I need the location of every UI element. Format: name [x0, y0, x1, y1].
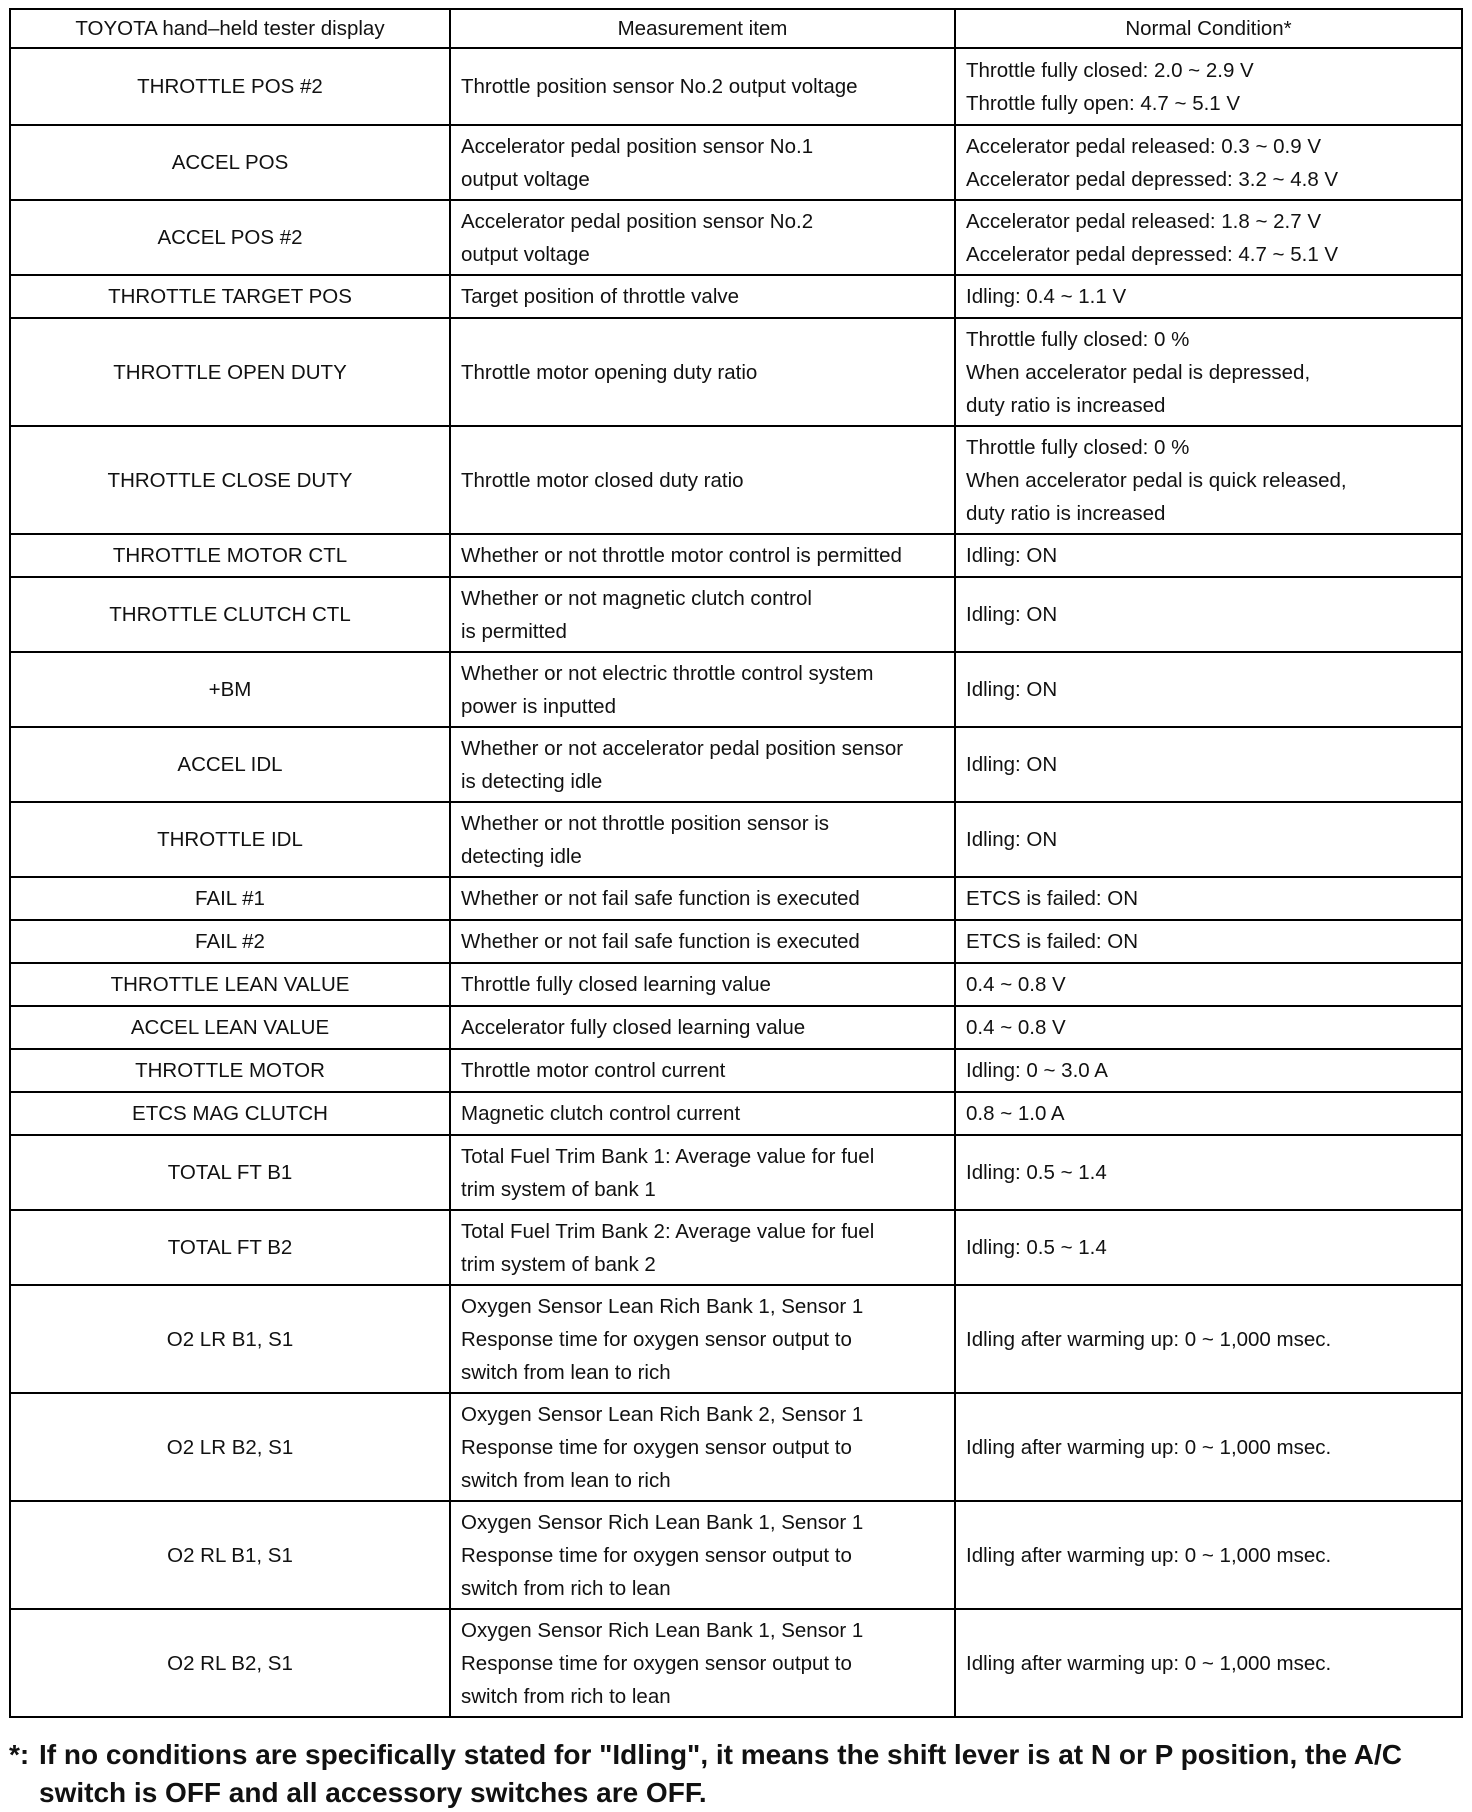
normal-condition-line: Idling: 0.4 ~ 1.1 V — [966, 285, 1127, 308]
normal-condition-line: Accelerator pedal depressed: 4.7 ~ 5.1 V — [966, 242, 1339, 266]
measurement-item-line: trim system of bank 2 — [461, 1252, 656, 1276]
normal-condition-line: Idling: ON — [966, 828, 1058, 851]
measurement-item-cell — [450, 577, 955, 652]
normal-condition-cell — [955, 200, 1462, 275]
measurement-item-cell — [450, 1006, 955, 1049]
measurement-item-line: is permitted — [461, 619, 567, 643]
measurement-item-line: Whether or not magnetic clutch control — [461, 586, 812, 610]
measurement-item-line: Throttle motor closed duty ratio — [461, 468, 744, 492]
footnote — [9, 1736, 1464, 1812]
measurement-item-line: Response time for oxygen sensor output to — [461, 1435, 852, 1459]
tester-display-cell: THROTTLE LEAN VALUE — [10, 963, 450, 1006]
measurement-item-cell — [450, 318, 955, 426]
table-row — [10, 1210, 1462, 1285]
footnote-text: If no conditions are specifically stated for "Idling", it means the shift lever is at N or P position, the A/C switch is OFF and all accessory switches are OFF. — [39, 1739, 1403, 1808]
normal-condition-line: Accelerator pedal released: 1.8 ~ 2.7 V — [966, 209, 1321, 233]
normal-condition-cell — [955, 1285, 1462, 1393]
normal-condition-cell — [955, 275, 1462, 318]
tester-display-cell: FAIL #2 — [10, 920, 450, 963]
tester-display-cell: FAIL #1 — [10, 877, 450, 920]
normal-condition-cell — [955, 920, 1462, 963]
header-row — [10, 9, 1462, 48]
normal-condition-line: duty ratio is increased — [966, 393, 1166, 417]
table-row — [10, 652, 1462, 727]
table-row — [10, 48, 1462, 125]
normal-condition-cell — [955, 963, 1462, 1006]
normal-condition-line: Idling after warming up: 0 ~ 1,000 msec. — [966, 1651, 1332, 1675]
tester-display-cell: +BM — [10, 652, 450, 727]
measurement-item-cell — [450, 1049, 955, 1092]
measurement-item-cell — [450, 125, 955, 200]
normal-condition-cell — [955, 1006, 1462, 1049]
tester-display-cell: TOTAL FT B1 — [10, 1135, 450, 1210]
measurement-item-line: Whether or not fail safe function is executed — [461, 887, 860, 910]
normal-condition-line: Throttle fully open: 4.7 ~ 5.1 V — [966, 91, 1241, 115]
tester-display-cell: O2 RL B2, S1 — [10, 1609, 450, 1717]
measurement-item-line: Oxygen Sensor Lean Rich Bank 1, Sensor 1 — [461, 1294, 864, 1318]
table-row — [10, 275, 1462, 318]
measurement-item-line: Accelerator fully closed learning value — [461, 1016, 806, 1039]
normal-condition-cell — [955, 1393, 1462, 1501]
normal-condition-line: Idling: ON — [966, 753, 1058, 776]
footnote-mark: *: — [9, 1739, 30, 1770]
measurement-item-line: Response time for oxygen sensor output to — [461, 1543, 852, 1567]
table-row — [10, 426, 1462, 534]
tester-display-cell: O2 RL B1, S1 — [10, 1501, 450, 1609]
normal-condition-line: ETCS is failed: ON — [966, 887, 1139, 910]
measurement-item-line: switch from rich to lean — [461, 1576, 671, 1600]
tester-display-cell: THROTTLE CLUTCH CTL — [10, 577, 450, 652]
tester-display-cell: THROTTLE POS #2 — [10, 48, 450, 125]
table-row — [10, 125, 1462, 200]
measurement-item-cell — [450, 426, 955, 534]
measurement-item-line: Oxygen Sensor Rich Lean Bank 1, Sensor 1 — [461, 1618, 864, 1642]
measurement-item-line: Whether or not throttle position sensor is — [461, 811, 830, 835]
measurement-item-line: Target position of throttle valve — [461, 285, 740, 308]
tester-display-cell: THROTTLE OPEN DUTY — [10, 318, 450, 426]
normal-condition-line: Throttle fully closed: 2.0 ~ 2.9 V — [966, 58, 1254, 82]
tester-display-cell: ACCEL IDL — [10, 727, 450, 802]
normal-condition-cell — [955, 802, 1462, 877]
normal-condition-line: Idling: 0.5 ~ 1.4 — [966, 1236, 1107, 1259]
measurement-item-cell — [450, 200, 955, 275]
table-row — [10, 534, 1462, 577]
normal-condition-cell — [955, 1135, 1462, 1210]
table-row — [10, 318, 1462, 426]
normal-condition-cell — [955, 577, 1462, 652]
measurement-item-line: switch from lean to rich — [461, 1468, 671, 1492]
measurement-item-line: Throttle motor opening duty ratio — [461, 360, 758, 384]
normal-condition-cell — [955, 1609, 1462, 1717]
data-list-table — [9, 8, 1463, 1718]
measurement-item-cell — [450, 275, 955, 318]
tester-display-cell: THROTTLE MOTOR CTL — [10, 534, 450, 577]
tester-display-cell: ETCS MAG CLUTCH — [10, 1092, 450, 1135]
normal-condition-cell — [955, 318, 1462, 426]
normal-condition-line: When accelerator pedal is depressed, — [966, 360, 1311, 384]
measurement-item-cell — [450, 802, 955, 877]
measurement-item-cell — [450, 727, 955, 802]
table-row — [10, 1501, 1462, 1609]
normal-condition-line: Idling after warming up: 0 ~ 1,000 msec. — [966, 1435, 1332, 1459]
measurement-item-line: detecting idle — [461, 844, 582, 868]
measurement-item-line: output voltage — [461, 167, 590, 191]
measurement-item-cell — [450, 1210, 955, 1285]
tester-display-cell: THROTTLE CLOSE DUTY — [10, 426, 450, 534]
normal-condition-line: ETCS is failed: ON — [966, 930, 1139, 953]
measurement-item-line: Accelerator pedal position sensor No.2 — [461, 209, 814, 233]
measurement-item-line: Oxygen Sensor Rich Lean Bank 1, Sensor 1 — [461, 1510, 864, 1534]
measurement-item-line: switch from rich to lean — [461, 1684, 671, 1708]
measurement-item-cell — [450, 1609, 955, 1717]
tester-display-cell: ACCEL LEAN VALUE — [10, 1006, 450, 1049]
normal-condition-line: When accelerator pedal is quick released, — [966, 468, 1347, 492]
measurement-item-line: output voltage — [461, 242, 590, 266]
tester-display-cell: O2 LR B1, S1 — [10, 1285, 450, 1393]
measurement-item-line: Total Fuel Trim Bank 2: Average value for fuel — [461, 1219, 875, 1243]
measurement-item-line: Oxygen Sensor Lean Rich Bank 2, Sensor 1 — [461, 1402, 864, 1426]
normal-condition-cell — [955, 1501, 1462, 1609]
normal-condition-line: Idling: 0.5 ~ 1.4 — [966, 1161, 1107, 1184]
tester-display-cell: ACCEL POS #2 — [10, 200, 450, 275]
normal-condition-line: 0.4 ~ 0.8 V — [966, 1016, 1066, 1039]
normal-condition-cell — [955, 1092, 1462, 1135]
table-row — [10, 577, 1462, 652]
measurement-item-cell — [450, 534, 955, 577]
table-row — [10, 200, 1462, 275]
measurement-item-cell — [450, 1501, 955, 1609]
table-row — [10, 727, 1462, 802]
measurement-item-line: Magnetic clutch control current — [461, 1102, 741, 1125]
measurement-item-line: Throttle fully closed learning value — [461, 973, 771, 996]
header-measurement-item: Measurement item — [450, 9, 955, 48]
measurement-item-line: Whether or not electric throttle control system — [461, 661, 874, 685]
table-row — [10, 1092, 1462, 1135]
normal-condition-cell — [955, 125, 1462, 200]
table-row — [10, 1049, 1462, 1092]
measurement-item-line: Whether or not throttle motor control is permitted — [461, 544, 902, 567]
table-row — [10, 1609, 1462, 1717]
normal-condition-line: Accelerator pedal released: 0.3 ~ 0.9 V — [966, 134, 1321, 158]
measurement-item-cell — [450, 48, 955, 125]
measurement-item-line: Whether or not accelerator pedal position sensor — [461, 736, 904, 760]
normal-condition-line: Idling after warming up: 0 ~ 1,000 msec. — [966, 1327, 1332, 1351]
table-row — [10, 1285, 1462, 1393]
normal-condition-line: Throttle fully closed: 0 % — [966, 327, 1190, 351]
measurement-item-line: Throttle motor control current — [461, 1059, 726, 1082]
normal-condition-line: Idling: 0 ~ 3.0 A — [966, 1059, 1108, 1082]
table-row — [10, 877, 1462, 920]
normal-condition-cell — [955, 652, 1462, 727]
normal-condition-cell — [955, 426, 1462, 534]
table-row — [10, 1393, 1462, 1501]
normal-condition-line: Idling: ON — [966, 678, 1058, 701]
table-row — [10, 802, 1462, 877]
normal-condition-cell — [955, 534, 1462, 577]
table-row — [10, 963, 1462, 1006]
normal-condition-cell — [955, 727, 1462, 802]
measurement-item-cell — [450, 1285, 955, 1393]
table-row — [10, 920, 1462, 963]
tester-display-cell: ACCEL POS — [10, 125, 450, 200]
measurement-item-line: Whether or not fail safe function is executed — [461, 930, 860, 953]
table-row — [10, 1006, 1462, 1049]
measurement-item-line: Total Fuel Trim Bank 1: Average value for fuel — [461, 1144, 875, 1168]
measurement-item-cell — [450, 920, 955, 963]
header-tester-display: TOYOTA hand–held tester display — [10, 9, 450, 48]
table-row — [10, 1135, 1462, 1210]
normal-condition-line: Idling: ON — [966, 603, 1058, 626]
tester-display-cell: THROTTLE MOTOR — [10, 1049, 450, 1092]
tester-display-cell: TOTAL FT B2 — [10, 1210, 450, 1285]
tester-display-cell: THROTTLE IDL — [10, 802, 450, 877]
normal-condition-line: Idling: ON — [966, 544, 1058, 567]
measurement-item-line: is detecting idle — [461, 769, 603, 793]
normal-condition-cell — [955, 1210, 1462, 1285]
measurement-item-cell — [450, 652, 955, 727]
header-normal-condition: Normal Condition* — [955, 9, 1462, 48]
tester-display-cell: THROTTLE TARGET POS — [10, 275, 450, 318]
normal-condition-cell — [955, 48, 1462, 125]
table-body — [10, 48, 1462, 1717]
measurement-item-line: trim system of bank 1 — [461, 1177, 656, 1201]
normal-condition-line: 0.4 ~ 0.8 V — [966, 973, 1066, 996]
measurement-item-cell — [450, 963, 955, 1006]
normal-condition-line: Throttle fully closed: 0 % — [966, 435, 1190, 459]
measurement-item-cell — [450, 1135, 955, 1210]
measurement-item-cell — [450, 1092, 955, 1135]
measurement-item-line: power is inputted — [461, 694, 616, 718]
measurement-item-cell — [450, 1393, 955, 1501]
measurement-item-line: Throttle position sensor No.2 output voltage — [461, 75, 858, 98]
measurement-item-line: switch from lean to rich — [461, 1360, 671, 1384]
normal-condition-line: 0.8 ~ 1.0 A — [966, 1102, 1065, 1125]
measurement-item-line: Response time for oxygen sensor output to — [461, 1327, 852, 1351]
measurement-item-line: Response time for oxygen sensor output to — [461, 1651, 852, 1675]
normal-condition-line: Idling after warming up: 0 ~ 1,000 msec. — [966, 1543, 1332, 1567]
measurement-item-line: Accelerator pedal position sensor No.1 — [461, 134, 814, 158]
normal-condition-line: Accelerator pedal depressed: 3.2 ~ 4.8 V — [966, 167, 1339, 191]
normal-condition-line: duty ratio is increased — [966, 501, 1166, 525]
tester-display-cell: O2 LR B2, S1 — [10, 1393, 450, 1501]
measurement-item-cell — [450, 877, 955, 920]
normal-condition-cell — [955, 1049, 1462, 1092]
normal-condition-cell — [955, 877, 1462, 920]
